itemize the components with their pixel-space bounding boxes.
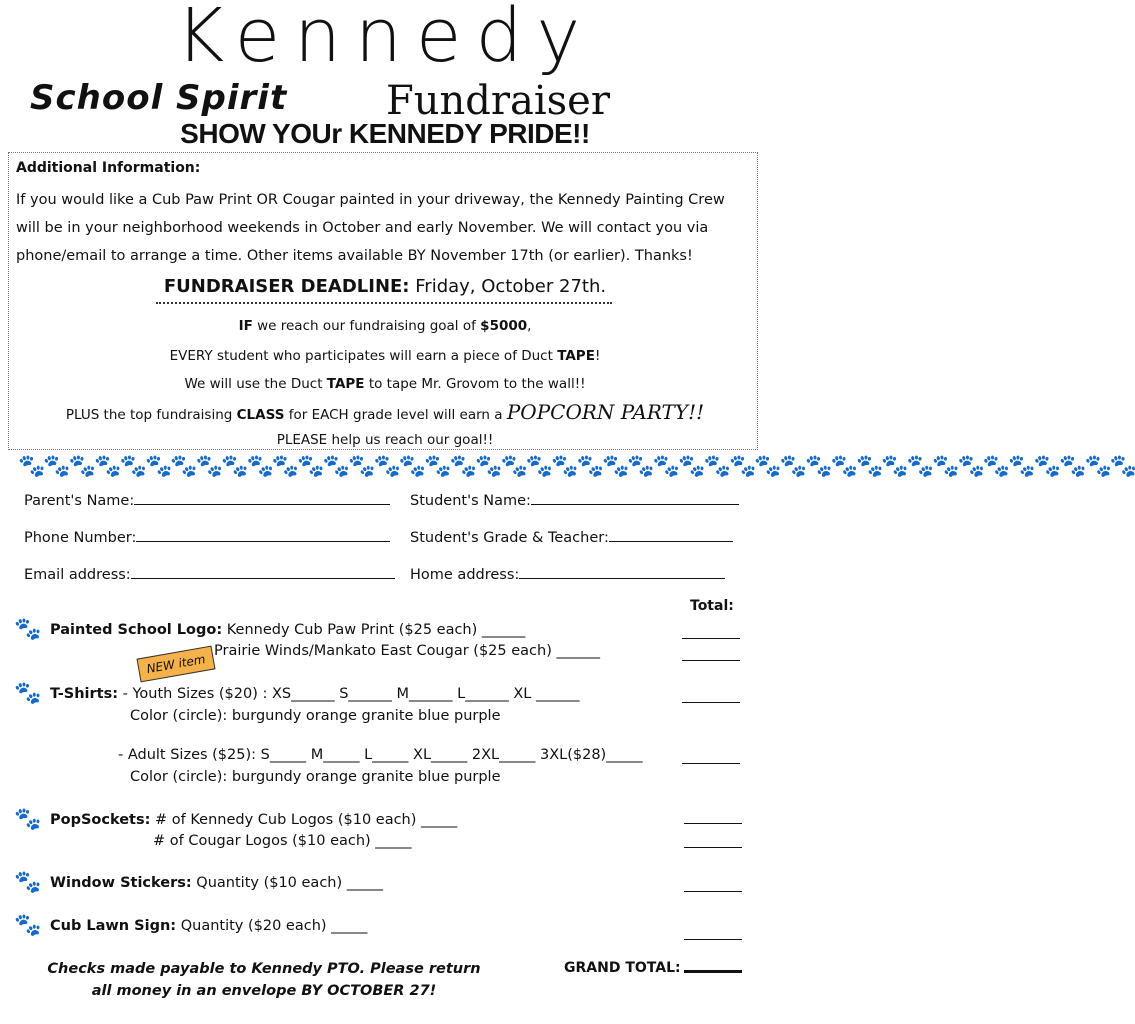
total-line[interactable] xyxy=(684,845,742,848)
kennedy-title: Kennedy xyxy=(175,0,595,79)
tape-word: TAPE xyxy=(326,376,365,392)
goal-text: PLUS the top fundraising xyxy=(65,407,237,423)
grand-total-label: GRAND TOTAL: xyxy=(564,960,681,976)
phone-line[interactable] xyxy=(136,527,390,542)
goal-text: we reach our fundraising goal of xyxy=(252,318,481,334)
email-field[interactable] xyxy=(24,564,395,583)
tape-word: TAPE xyxy=(557,348,595,364)
deadline-divider xyxy=(156,302,612,304)
total-heading: Total: xyxy=(690,598,734,614)
info-line: If you would like a Cub Paw Print OR Cougar painted in your driveway, the Kennedy Painting Crew xyxy=(16,192,725,208)
painted-logo-section xyxy=(50,622,525,638)
goal-line-1 xyxy=(0,318,770,334)
goal-amount: $5000 xyxy=(480,318,528,334)
paw-print-border: 🐾🐾🐾🐾🐾🐾🐾🐾🐾🐾🐾🐾🐾🐾🐾🐾🐾🐾🐾🐾🐾🐾🐾🐾🐾🐾🐾🐾🐾🐾🐾🐾🐾🐾🐾🐾🐾🐾🐾🐾🐾🐾🐾🐾 xyxy=(18,454,1135,479)
info-line: phone/email to arrange a time. Other items available BY November 17th (or earlier). Thanks! xyxy=(16,248,693,264)
lawn-sign-heading: Cub Lawn Sign: xyxy=(50,918,177,934)
paw-icon: 🐾 xyxy=(14,681,42,706)
goal-line-2 xyxy=(0,348,770,364)
paw-icon: 🐾 xyxy=(14,807,42,832)
goal-line-4 xyxy=(0,400,770,424)
email-line[interactable] xyxy=(131,564,395,579)
grade-teacher-line[interactable] xyxy=(609,527,733,542)
new-item-badge: NEW item xyxy=(136,646,215,683)
popsockets-heading: PopSockets: xyxy=(50,812,151,828)
goal-text: for EACH grade level will earn a xyxy=(284,407,507,423)
deadline xyxy=(0,276,770,297)
youth-color-options[interactable]: Color (circle): burgundy orange granite blue purple xyxy=(130,708,501,724)
class-word: CLASS xyxy=(236,407,285,423)
phone-label: Phone Number: xyxy=(24,530,137,546)
total-line[interactable] xyxy=(682,761,740,764)
window-stickers-heading: Window Stickers: xyxy=(50,875,192,891)
payment-line: Checks made payable to Kennedy PTO. Please return xyxy=(47,961,481,977)
total-line[interactable] xyxy=(684,889,742,892)
home-address-line[interactable] xyxy=(519,564,725,579)
painted-logo-heading: Painted School Logo: xyxy=(50,622,223,638)
school-spirit-subtitle: School Spirit xyxy=(30,78,288,118)
additional-info-heading: Additional Information: xyxy=(16,160,201,176)
paw-icon: 🐾 xyxy=(14,913,42,938)
total-line[interactable] xyxy=(684,937,742,940)
lawn-sign-quantity[interactable]: Quantity ($20 each) _____ xyxy=(180,918,368,934)
parent-name-label: Parent's Name: xyxy=(24,493,135,509)
deadline-label: FUNDRAISER DEADLINE: xyxy=(163,276,410,297)
additional-info-text xyxy=(16,186,756,270)
student-name-field[interactable] xyxy=(410,490,739,509)
info-line: will be in your neighborhood weekends in October and early November. We will contact you via xyxy=(16,220,709,236)
adult-sizes-item[interactable]: - Adult Sizes ($25): S_____ M_____ L_____ XL_____ 2XL_____ 3XL($28)_____ xyxy=(118,747,643,763)
window-stickers-section xyxy=(50,875,383,891)
email-label: Email address: xyxy=(24,567,131,583)
tshirts-heading: T-Shirts: xyxy=(50,686,119,702)
goal-comma: , xyxy=(527,318,532,334)
paw-icon: 🐾 xyxy=(14,617,42,642)
tshirts-section xyxy=(50,686,579,702)
grade-teacher-field[interactable] xyxy=(410,527,733,546)
lawn-sign-section xyxy=(50,918,367,934)
student-name-label: Student's Name: xyxy=(410,493,531,509)
youth-sizes-item[interactable]: - Youth Sizes ($20) : XS______ S______ M______ L______ XL ______ xyxy=(122,686,580,702)
goal-text: EVERY student who participates will earn a piece of Duct xyxy=(169,348,558,364)
adult-color-options[interactable]: Color (circle): burgundy orange granite blue purple xyxy=(130,769,501,785)
total-line[interactable] xyxy=(682,658,740,661)
goal-line-5: PLEASE help us reach our goal!! xyxy=(276,432,494,448)
goal-text: We will use the Duct xyxy=(184,376,327,392)
home-address-label: Home address: xyxy=(410,567,520,583)
payment-instructions xyxy=(0,958,564,1002)
student-name-line[interactable] xyxy=(531,490,739,505)
total-line[interactable] xyxy=(684,821,742,824)
popcorn-party: POPCORN PARTY!! xyxy=(506,400,705,424)
cub-logos-item[interactable]: # of Kennedy Cub Logos ($10 each) _____ xyxy=(155,812,458,828)
window-stickers-quantity[interactable]: Quantity ($10 each) _____ xyxy=(196,875,383,891)
home-address-field[interactable] xyxy=(410,564,725,583)
parent-name-field[interactable] xyxy=(24,490,390,509)
cougar-logos-item[interactable]: # of Cougar Logos ($10 each) _____ xyxy=(153,833,412,849)
total-line[interactable] xyxy=(682,636,740,639)
parent-name-line[interactable] xyxy=(134,490,390,505)
grand-total-line[interactable] xyxy=(684,970,742,973)
fundraiser-subtitle: Fundraiser xyxy=(386,78,610,124)
grade-teacher-label: Student's Grade & Teacher: xyxy=(410,530,609,546)
total-line[interactable] xyxy=(682,700,740,703)
cub-paw-print-item[interactable]: Kennedy Cub Paw Print ($25 each) ______ xyxy=(226,622,526,638)
goal-text: to tape Mr. Grovom to the wall!! xyxy=(364,376,586,392)
cougar-item[interactable]: Prairie Winds/Mankato East Cougar ($25 each) ______ xyxy=(214,643,600,659)
phone-field[interactable] xyxy=(24,527,390,546)
goal-line-3 xyxy=(0,376,770,392)
deadline-date: Friday, October 27th. xyxy=(415,276,607,297)
goal-text: ! xyxy=(594,348,601,364)
pride-heading: SHOW YOUr KENNEDY PRIDE!! xyxy=(180,118,590,149)
payment-line: all money in an envelope BY OCTOBER 27! xyxy=(91,983,437,999)
paw-icon: 🐾 xyxy=(14,870,42,895)
goal-if: IF xyxy=(238,318,253,334)
popsockets-section xyxy=(50,812,457,828)
